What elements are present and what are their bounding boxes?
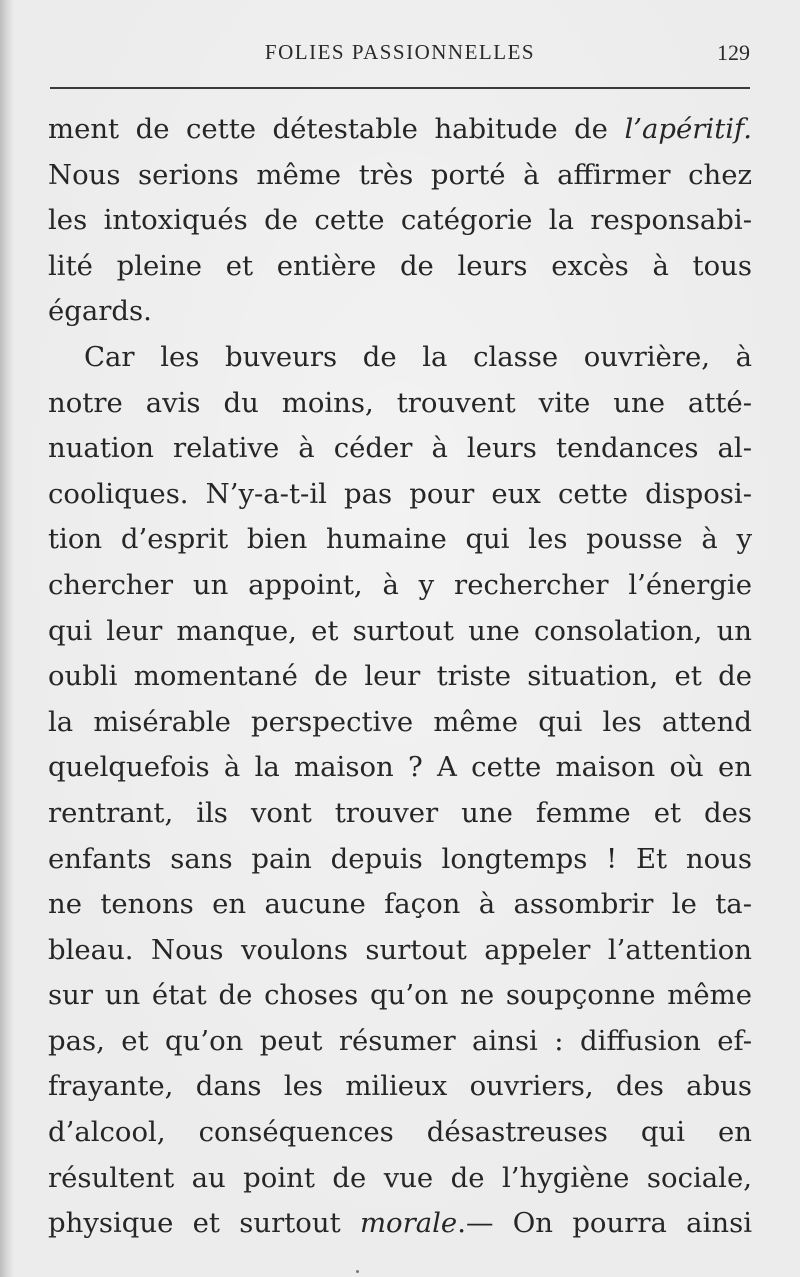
text-segment: .— On pourra ainsi: [457, 1207, 752, 1240]
text-line: d’alcool, conséquences désastreuses qui en: [48, 1116, 752, 1149]
text-line: Nous serions même très porté à affirmer chez: [48, 158, 752, 191]
page-number: 129: [717, 40, 750, 65]
text-line: tion d’esprit bien humaine qui les pousse à y: [48, 523, 752, 556]
italic-term-aperitif: l’apéritif.: [624, 113, 752, 145]
body-text: [48, 107, 752, 1247]
text-line: nuation relative à céder à leurs tendances al-: [48, 432, 752, 465]
text-line: les intoxiqués de cette catégorie la responsabi-: [48, 204, 752, 237]
text-line: oubli momentané de leur triste situation, et de: [48, 660, 752, 693]
text-line: frayante, dans les milieux ouvriers, des abus: [48, 1070, 752, 1103]
text-line: pas, et qu’on peut résumer ainsi : diffusion ef-: [48, 1024, 752, 1057]
text-segment: ment de cette détestable habitude de: [48, 113, 625, 145]
text-line: quelquefois à la maison ? A cette maison où en: [48, 751, 752, 784]
text-line: chercher un appoint, à y rechercher l’énergie: [48, 568, 752, 601]
text-line: notre avis du moins, trouvent vite une atté-: [48, 386, 752, 419]
text-line: [48, 1201, 752, 1247]
page-gutter-shadow: [0, 0, 14, 1277]
running-title: FOLIES PASSIONNELLES: [264, 40, 536, 64]
text-line: sur un état de choses qu’on ne soupçonne même: [48, 979, 752, 1012]
running-head: [50, 40, 750, 80]
text-line: résultent au point de vue de l’hygiène sociale,: [48, 1161, 752, 1194]
text-line: bleau. Nous voulons surtout appeler l’attention: [48, 933, 752, 966]
text-line: lité pleine et entière de leurs excès à tous: [48, 249, 752, 282]
text-line: cooliques. N’y-a-t-il pas pour eux cette disposi-: [48, 477, 752, 510]
header-rule: [50, 87, 750, 89]
text-segment: physique et surtout: [48, 1207, 360, 1240]
text-line: ne tenons en aucune façon à assombrir le ta-: [48, 888, 752, 921]
text-line: [48, 107, 752, 153]
italic-term-morale: morale: [359, 1207, 458, 1240]
text-line: rentrant, ils vont trouver une femme et des: [48, 796, 752, 829]
text-line: la misérable perspective même qui les attend: [48, 705, 752, 738]
paragraph-first-line: Car les buveurs de la classe ouvrière, à: [84, 340, 752, 373]
print-speck: [356, 1270, 359, 1273]
text-line: enfants sans pain depuis longtemps ! Et nous: [48, 842, 752, 875]
text-line: qui leur manque, et surtout une consolation, un: [48, 614, 752, 647]
text-line: égards.: [48, 295, 152, 328]
